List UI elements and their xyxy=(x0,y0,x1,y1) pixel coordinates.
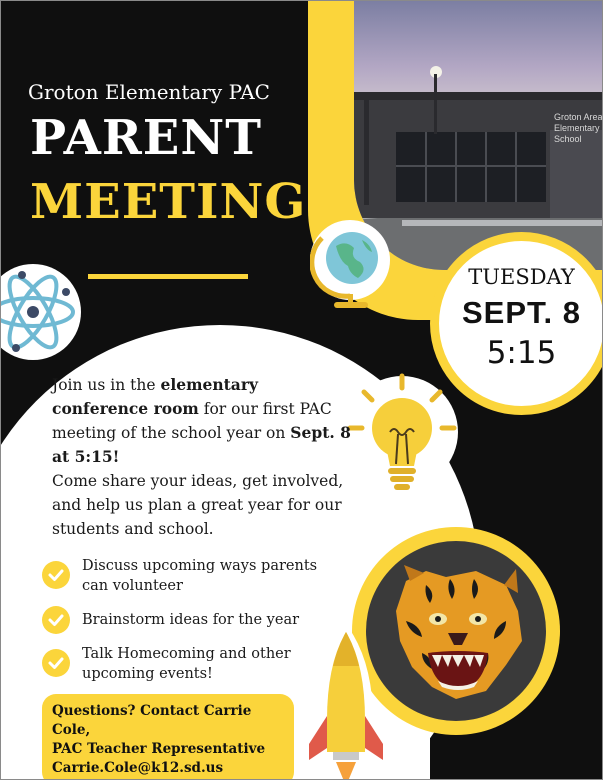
check-icon xyxy=(42,606,70,634)
agenda-item xyxy=(42,610,322,630)
contact-line-2: PAC Teacher Representative xyxy=(52,741,266,757)
globe-icon xyxy=(310,218,390,314)
tiger-mascot-icon xyxy=(366,541,546,721)
agenda-item-text: Brainstorm ideas for the year xyxy=(82,612,300,628)
contact-line-1: Questions? Contact Carrie Cole, xyxy=(52,703,252,738)
intro-text-date: Sept. 8 at 5:15! xyxy=(52,423,351,466)
agenda-item xyxy=(42,556,322,596)
title-line-1: PARENT xyxy=(30,110,262,166)
agenda-item-text: Discuss upcoming ways parents can volunteer xyxy=(82,558,318,594)
date-time: 5:15 xyxy=(486,335,557,371)
school-photo xyxy=(354,0,603,270)
organization-name: Groton Elementary PAC xyxy=(28,80,270,104)
title-line-2: MEETING xyxy=(30,174,307,230)
contact-email[interactable]: Carrie.Cole@k12.sd.us xyxy=(52,760,224,776)
intro-text-location: elementary conference room xyxy=(52,375,258,418)
intro-text-call-to-action: Come share your ideas, get involved, and help us plan a great year for our students and school. xyxy=(52,472,344,538)
intro-paragraph xyxy=(52,373,352,541)
check-icon xyxy=(42,561,70,589)
intro-text-a: Join us in the xyxy=(52,376,161,394)
school-sign-line1: Groton Area xyxy=(554,112,603,122)
date-date: SEPT. 8 xyxy=(462,295,581,330)
agenda-list xyxy=(42,556,322,692)
title-divider xyxy=(88,274,248,279)
school-sign-line3: School xyxy=(554,134,582,144)
intro-text-c: for our first PAC meeting of the school year on xyxy=(52,400,332,442)
agenda-item xyxy=(42,644,322,684)
contact-box xyxy=(42,694,294,780)
lightbulb-icon xyxy=(342,370,462,502)
rocket-icon xyxy=(303,620,389,780)
check-icon xyxy=(42,649,70,677)
atom-icon xyxy=(0,262,88,362)
agenda-item-text: Talk Homecoming and other upcoming events! xyxy=(82,646,291,682)
date-day: TUESDAY xyxy=(468,265,575,289)
school-sign-line2: Elementary xyxy=(554,123,600,133)
